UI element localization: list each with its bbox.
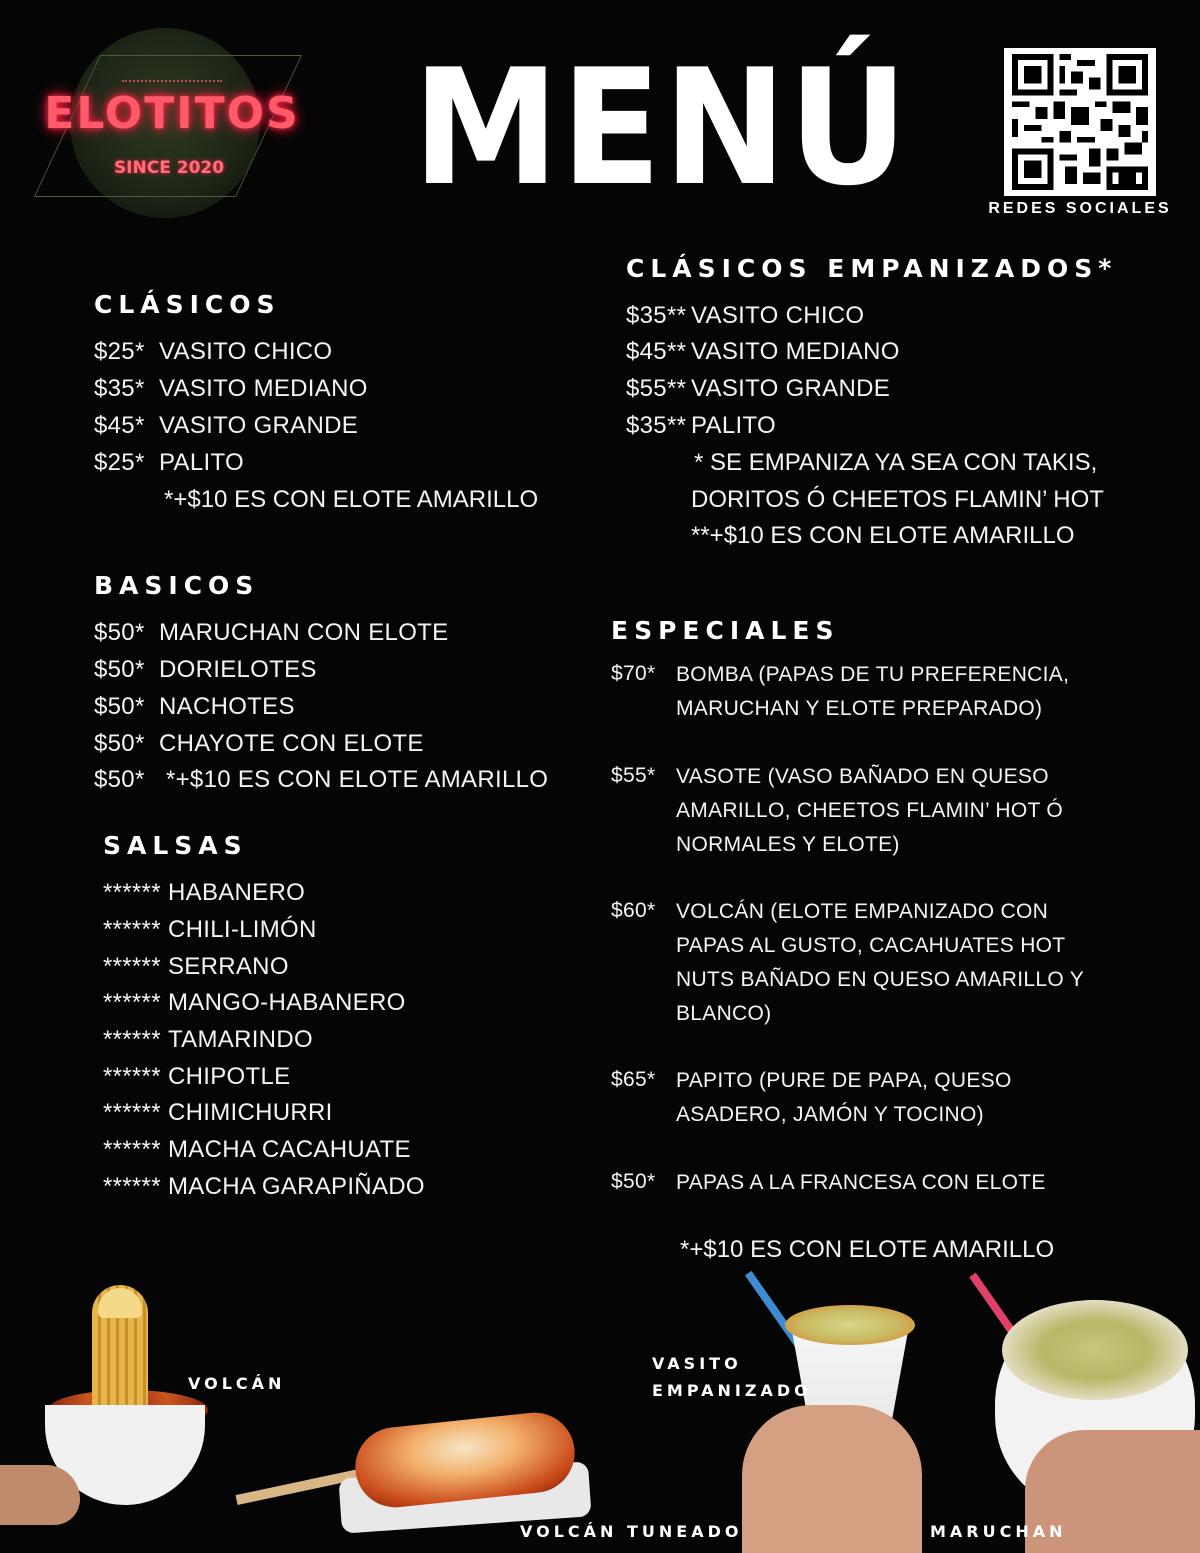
empanizados-item: $55** VASITO GRANDE xyxy=(626,375,891,402)
especial-price: $55* xyxy=(611,764,656,787)
heading-salsas: SALSAS xyxy=(103,831,248,860)
heading-empanizados: CLÁSICOS EMPANIZADOS* xyxy=(626,254,1118,283)
especial-desc: PAPITO (PURE DE PAPA, QUESO ASADERO, JAMÓN Y TOCINO) xyxy=(676,1069,1012,1126)
heading-especiales: ESPECIALES xyxy=(611,616,840,645)
salsa-item: ****** SERRANO xyxy=(103,953,289,980)
basicos-item: $50* MARUCHAN CON ELOTE xyxy=(94,619,449,646)
empanizados-note: * SE EMPANIZA YA SEA CON TAKIS, xyxy=(694,449,1098,476)
clasicos-item: $45* VASITO GRANDE xyxy=(94,412,359,439)
salsa-item: ****** CHIPOTLE xyxy=(103,1063,291,1090)
hand-shape xyxy=(0,1465,80,1525)
especial-price: $60* xyxy=(611,899,656,922)
qr-label: REDES SOCIALES xyxy=(988,200,1172,217)
basicos-item: $50* *+$10 ES CON ELOTE AMARILLO xyxy=(94,766,549,793)
especial-desc: VOLCÁN (ELOTE EMPANIZADO CON PAPAS AL GUSTO, CACAHUATES HOT NUTS BAÑADO EN QUESO AMARILLO Y BLANCO) xyxy=(676,900,1085,1025)
especial-price: $65* xyxy=(611,1068,656,1091)
salsa-item: ****** CHIMICHURRI xyxy=(103,1099,333,1126)
photo-label-vasito: EMPANIZADO xyxy=(652,1381,812,1400)
heading-clasicos: CLÁSICOS xyxy=(94,290,281,319)
salsa-item: ****** CHILI-LIMÓN xyxy=(103,916,317,943)
salsa-item: ****** TAMARINDO xyxy=(103,1026,313,1053)
heading-basicos: BASICOS xyxy=(94,571,260,600)
hand-shape xyxy=(742,1405,922,1553)
especial-price: $50* xyxy=(611,1170,656,1193)
photo-label-vasito: VASITO xyxy=(652,1354,742,1373)
page-title: MENÚ xyxy=(412,34,910,221)
especial-desc: PAPAS A LA FRANCESA CON ELOTE xyxy=(676,1171,1046,1194)
brand-logo xyxy=(22,20,322,230)
salsa-item: ****** MANGO-HABANERO xyxy=(103,989,406,1016)
especial-price: $70* xyxy=(611,662,656,685)
salsa-item: ****** HABANERO xyxy=(103,879,306,906)
empanizados-note: DORITOS Ó CHEETOS FLAMIN’ HOT xyxy=(691,486,1104,513)
clasicos-note: *+$10 ES CON ELOTE AMARILLO xyxy=(164,486,539,513)
basicos-item: $50* CHAYOTE CON ELOTE xyxy=(94,730,424,757)
empanizados-note: **+$10 ES CON ELOTE AMARILLO xyxy=(691,522,1075,549)
photo-label-volcan-tuneado: VOLCÁN TUNEADO xyxy=(520,1522,743,1541)
especiales-note: *+$10 ES CON ELOTE AMARILLO xyxy=(680,1236,1055,1263)
topping-shape xyxy=(1002,1300,1188,1400)
empanizados-item: $35** VASITO CHICO xyxy=(626,302,865,329)
basicos-item: $50* NACHOTES xyxy=(94,693,295,720)
empanizados-item: $45** VASITO MEDIANO xyxy=(626,338,900,365)
clasicos-item: $25* PALITO xyxy=(94,449,244,476)
photo-label-volcan: VOLCÁN xyxy=(188,1374,286,1393)
basicos-item: $50* DORIELOTES xyxy=(94,656,317,683)
photo-label-maruchan: MARUCHAN xyxy=(930,1522,1067,1541)
especial-desc: BOMBA (PAPAS DE TU PREFERENCIA, MARUCHAN Y ELOTE PREPARADO) xyxy=(676,663,1070,720)
empanizados-item: $35** PALITO xyxy=(626,412,776,439)
logo-dots xyxy=(122,80,222,82)
especial-desc: VASOTE (VASO BAÑADO EN QUESO AMARILLO, CHEETOS FLAMIN’ HOT Ó NORMALES Y ELOTE) xyxy=(676,765,1063,856)
salsa-item: ****** MACHA CACAHUATE xyxy=(103,1136,411,1163)
clasicos-item: $25* VASITO CHICO xyxy=(94,338,333,365)
qr-code-icon xyxy=(1004,48,1156,196)
qr-code[interactable] xyxy=(1004,48,1156,196)
clasicos-item: $35* VASITO MEDIANO xyxy=(94,375,368,402)
salsa-item: ****** MACHA GARAPIÑADO xyxy=(103,1173,425,1200)
logo-since: SINCE 2020 xyxy=(113,158,225,178)
topping-shape xyxy=(785,1305,915,1345)
logo-name: ELOTITOS xyxy=(44,88,300,139)
